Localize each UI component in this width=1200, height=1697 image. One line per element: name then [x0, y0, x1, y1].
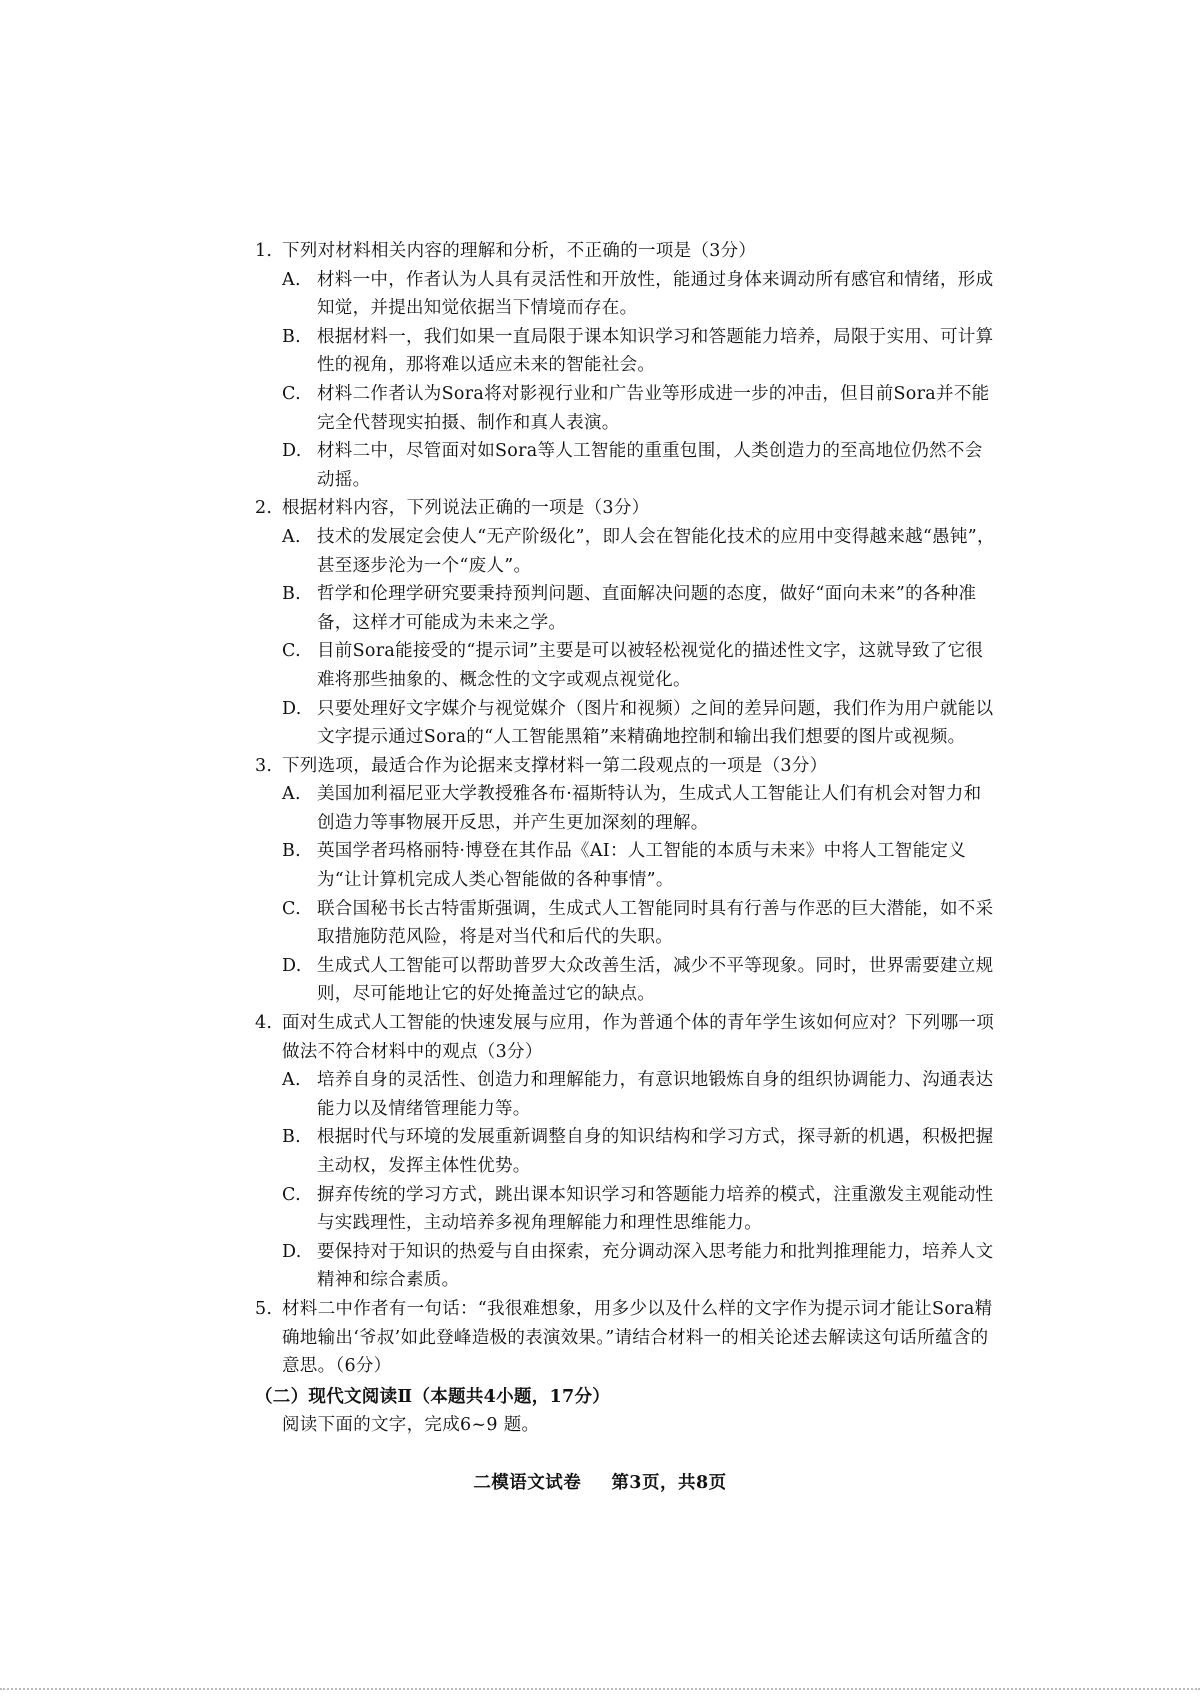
option-letter: A. [282, 784, 301, 805]
option-letter: C. [282, 898, 301, 919]
option-a [255, 523, 995, 580]
section-heading: （二）现代文阅读Ⅱ（本题共4小题，17分） [255, 1386, 611, 1407]
page-number: 第3页，共8页 [611, 1473, 727, 1493]
option-text: 生成式人工智能可以帮助普罗大众改善生活，减少不平等现象。同时，世界需要建立规则，尽可能地让它的好处掩盖过它的缺点。 [317, 955, 994, 1005]
option-letter: B. [282, 1127, 302, 1148]
question-stem [255, 1295, 995, 1381]
option-letter: B. [282, 326, 302, 347]
question-text: 下列选项，最适合作为论据来支撑材料一第二段观点的一项是（3分） [282, 755, 828, 776]
option-text: 美国加利福尼亚大学教授雅各布·福斯特认为，生成式人工智能让人们有机会对智力和创造力等事物展开反思，并产生更加深刻的理解。 [317, 784, 982, 833]
option-letter: A. [282, 1070, 301, 1091]
option-c [255, 895, 995, 952]
page-footer [0, 1469, 1200, 1494]
option-d [255, 952, 995, 1009]
question-list [255, 237, 995, 1440]
question-stem [255, 752, 995, 781]
question-stem [255, 237, 995, 266]
question-number: 1. [255, 241, 273, 261]
question-text: 下列对材料相关内容的理解和分析，不正确的一项是（3分） [282, 241, 757, 261]
option-letter: D. [282, 955, 302, 976]
option-letter: B. [282, 841, 302, 862]
option-text: 要保持对于知识的热爱与自由探索，充分调动深入思考能力和批判推理能力，培养人文精神和综合素质。 [317, 1241, 994, 1291]
question-stem [255, 494, 995, 523]
question-4 [255, 1009, 995, 1295]
option-text: 培养自身的灵活性、创造力和理解能力，有意识地锻炼自身的组织协调能力、沟通表达能力以及情绪管理能力等。 [317, 1070, 994, 1119]
option-b [255, 580, 995, 637]
question-stem [255, 1009, 995, 1066]
option-letter: B. [282, 584, 302, 605]
option-text: 摒弃传统的学习方式，跳出课本知识学习和答题能力培养的模式，注重激发主观能动性与实践理性，主动培养多视角理解能力和理性思维能力。 [317, 1184, 994, 1234]
option-letter: C. [282, 1184, 301, 1205]
option-c [255, 1181, 995, 1238]
option-a [255, 1066, 995, 1123]
option-a [255, 266, 995, 323]
option-letter: D. [282, 698, 302, 719]
option-c [255, 637, 995, 694]
question-5 [255, 1295, 995, 1381]
option-text: 只要处理好文字媒介与视觉媒介（图片和视频）之间的差异问题，我们作为用户就能以文字提示通过Sora的“人工智能黑箱”来精确地控制和输出我们想要的图片或视频。 [317, 698, 994, 748]
question-3 [255, 752, 995, 1009]
option-letter: D. [282, 1241, 302, 1262]
scan-bottom-edge [0, 1688, 1200, 1690]
option-letter: A. [282, 526, 301, 547]
option-b [255, 1123, 995, 1180]
question-text: 材料二中作者有一句话：“我很难想象，用多少以及什么样的文字作为提示词才能让Sora精确地输出‘爷叔’如此登峰造极的表演效果。”请结合材料一的相关论述去解读这句话所蕴含的意思。（6分） [282, 1298, 993, 1377]
section-instruction: 阅读下面的文字，完成6~9 题。 [282, 1415, 540, 1436]
option-text: 联合国秘书长古特雷斯强调，生成式人工智能同时具有行善与作恶的巨大潜能，如不采取措施防范风险，将是对当代和后代的失职。 [317, 898, 994, 948]
option-text: 材料二中，尽管面对如Sora等人工智能的重重包围，人类创造力的至高地位仍然不会动摇。 [317, 441, 983, 490]
option-b [255, 323, 995, 380]
option-text: 目前Sora能接受的“提示词”主要是可以被轻松视觉化的描述性文字，这就导致了它很难将那些抽象的、概念性的文字或观点视觉化。 [317, 641, 984, 690]
option-letter: D. [282, 441, 302, 462]
question-text: 面对生成式人工智能的快速发展与应用，作为普通个体的青年学生该如何应对？下列哪一项做法不符合材料中的观点（3分） [282, 1013, 994, 1062]
question-1 [255, 237, 995, 494]
option-d [255, 437, 995, 494]
question-number: 4. [255, 1013, 273, 1034]
question-2 [255, 494, 995, 751]
option-d [255, 695, 995, 752]
exam-name: 二模语文试卷 [473, 1473, 582, 1493]
option-text: 技术的发展定会使人“无产阶级化”，即人会在智能化技术的应用中变得越来越“愚钝”，甚至逐步沦为一个“废人”。 [317, 526, 995, 576]
option-text: 材料二作者认为Sora将对影视行业和广告业等形成进一步的冲击，但目前Sora并不能完全代替现实拍摄、制作和真人表演。 [317, 383, 990, 433]
option-a [255, 780, 995, 837]
option-c [255, 380, 995, 437]
option-letter: A. [282, 269, 301, 290]
option-letter: C. [282, 383, 301, 404]
question-number: 3. [255, 755, 273, 776]
option-text: 材料一中，作者认为人具有灵活性和开放性，能通过身体来调动所有感官和情绪，形成知觉，并提出知觉依据当下情境而存在。 [317, 269, 994, 319]
option-b [255, 837, 995, 894]
option-text: 根据材料一，我们如果一直局限于课本知识学习和答题能力培养，局限于实用、可计算性的视角，那将难以适应未来的智能社会。 [317, 326, 994, 376]
option-text: 根据时代与环境的发展重新调整自身的知识结构和学习方式，探寻新的机遇，积极把握主动权，发挥主体性优势。 [317, 1127, 994, 1176]
option-letter: C. [282, 641, 301, 662]
question-number: 5. [255, 1298, 273, 1319]
option-d [255, 1238, 995, 1295]
option-text: 英国学者玛格丽特·博登在其作品《AI：人工智能的本质与未来》中将人工智能定义为“让计算机完成人类心智能做的各种事情”。 [317, 841, 967, 891]
question-text: 根据材料内容，下列说法正确的一项是（3分） [282, 498, 650, 519]
question-number: 2. [255, 498, 273, 519]
option-text: 哲学和伦理学研究要秉持预判问题、直面解决问题的态度，做好“面向未来”的各种准备，这样才可能成为未来之学。 [317, 584, 977, 633]
